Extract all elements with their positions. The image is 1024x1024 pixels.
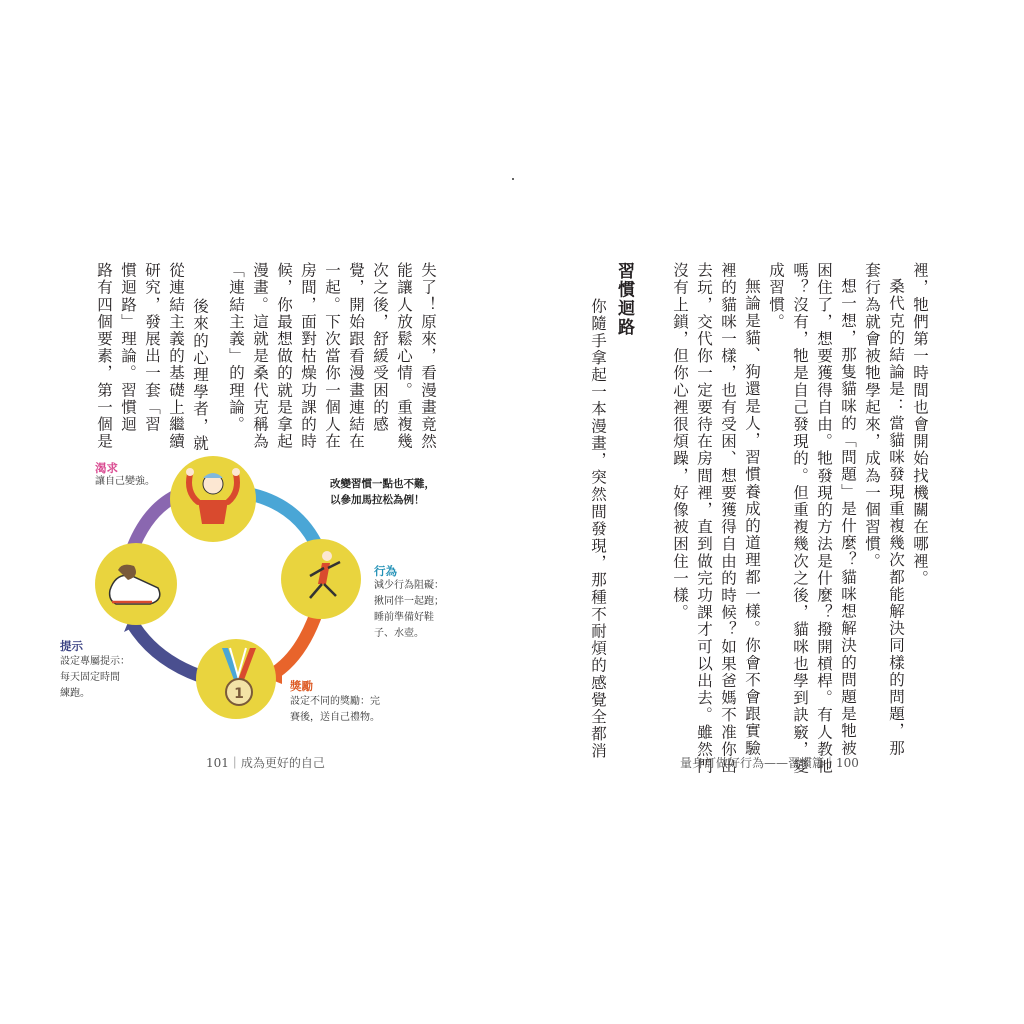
text-column: 套行為就會被牠學起來，成為一個習慣。 [863, 262, 881, 570]
action-description: 減少行為阻礙： [374, 580, 444, 591]
craving-description: 讓自己變強。 [95, 476, 155, 487]
text-column: 房間，面對枯燥功課的時 [299, 262, 317, 451]
craving-circle [170, 456, 256, 542]
text-column: 裡的貓咪一樣，也有受困、想要獲得自由的時候？如果爸媽不准你出 [719, 262, 737, 775]
arrow-reward-to-cue [134, 626, 200, 676]
page-footer-left: 101｜成為更好的自己 [206, 756, 325, 770]
action-description: 睡前準備好鞋 [374, 612, 434, 623]
text-column: 次之後，舒緩受困的感 [371, 262, 389, 433]
text-column: 嗎？沒有，牠是自己發現的。但重複幾次之後，貓咪也學到訣竅，變 [791, 262, 809, 775]
text-column: 成習慣。 [767, 262, 785, 331]
text-column: 慣迴路」理論。習慣迴 [119, 262, 137, 433]
text-column: 覺，開始跟看漫畫連結在 [347, 262, 365, 451]
section-heading: 習慣迴路 [614, 262, 634, 337]
reward-description: 設定不同的獎勵：完 [290, 696, 380, 707]
text-column: 「連結主義」的理論。 [227, 262, 245, 433]
action-description: 揪同伴一起跑； [374, 596, 444, 607]
action-description: 子、水壺。 [374, 628, 424, 639]
text-column: 候，你最想做的就是拿起 [275, 262, 293, 451]
craving-label: 渴求 [95, 461, 118, 475]
text-column: 從連結主義的基礎上繼續 [167, 262, 185, 451]
diagram-caption: 改變習慣一點也不難， [330, 478, 435, 490]
text-column: 失了！原來，看漫畫竟然 [419, 262, 437, 451]
text-column: 困住了，想要獲得自由。牠發現的方法是什麼？撥開槓桿。有人教牠 [815, 262, 833, 775]
text-column: 去玩，交代你一定要待在房間裡，直到做完功課才可以出去。雖然門 [695, 262, 713, 775]
action-label: 行為 [374, 564, 397, 578]
text-column: 想一想，那隻貓咪的「問題」是什麼？貓咪想解決的問題是牠被 [839, 278, 857, 757]
text-column: 路有四個要素，第一個是 [95, 262, 113, 451]
text-column: 研究，發展出一套「習 [143, 262, 161, 433]
diagram-caption: 以參加馬拉松為例！ [330, 494, 425, 506]
text-column: 一起。下次當你一個人在 [323, 262, 341, 451]
text-column: 漫畫。這就是桑代克稱為 [251, 262, 269, 451]
cue-description: 設定專屬提示： [60, 656, 130, 667]
text-column: 無論是貓、狗還是人，習慣養成的道理都一樣。你會不會跟實驗 [743, 278, 761, 757]
page-footer-right: 量身訂做好行為——習慣篇｜100 [680, 756, 859, 770]
text-column: 裡，牠們第一時間也會開始找機關在哪裡。 [911, 262, 929, 587]
medal-number: 1 [234, 686, 244, 702]
text-column: 後來的心理學者，就 [191, 298, 209, 452]
cue-label: 提示 [60, 639, 83, 653]
reward-label: 獎勵 [290, 679, 313, 693]
text-column: 桑代克的結論是：當貓咪發現重複幾次都能解決同樣的問題，那 [887, 278, 905, 757]
cue-description: 每天固定時間 [60, 672, 120, 683]
arrow-craving-to-action [250, 494, 318, 548]
reward-description: 賽後，送自己禮物。 [290, 712, 380, 723]
text-column: 沒有上鎖，但你心裡很煩躁，好像被困住一樣。 [671, 262, 689, 622]
text-column: 能讓人放鬆心情。重複幾 [395, 262, 413, 451]
cue-description: 練跑。 [60, 688, 90, 699]
text-column: 你隨手拿起一本漫畫，突然間發現，那種不耐煩的感覺全都消 [589, 298, 607, 760]
